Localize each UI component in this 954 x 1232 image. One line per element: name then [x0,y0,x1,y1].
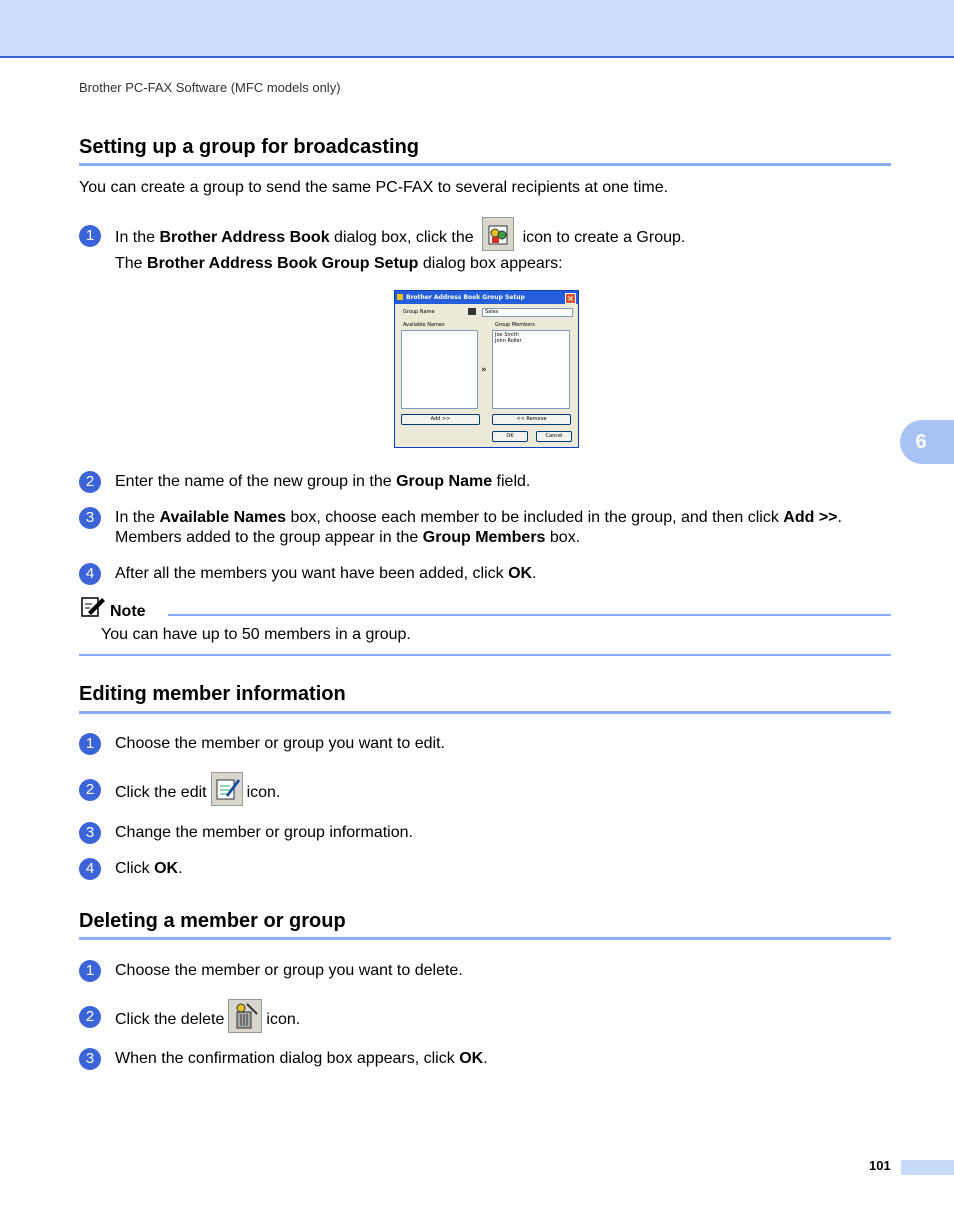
step-bold: Brother Address Book [159,229,330,247]
step-number: 4 [79,858,101,880]
footer-bar [901,1160,954,1175]
step-number: 2 [79,1006,101,1028]
step-text: . [178,860,183,877]
step-number: 1 [79,960,101,982]
note-label: Note [110,603,146,620]
close-icon[interactable]: × [565,293,576,304]
available-names-label: Available Names [403,322,445,328]
step-text: . [483,1050,488,1067]
section-rule [79,711,891,714]
step-text: Change the member or group information. [115,824,413,841]
available-names-list[interactable] [401,330,478,409]
note-bottom-rule [79,654,891,656]
step-number: 2 [79,471,101,493]
section-title-broadcast: Setting up a group for broadcasting [79,136,419,158]
note-text: You can have up to 50 members in a group. [101,626,411,643]
group-members-list[interactable] [492,330,570,409]
step-text: In the [115,509,160,526]
step-text: Choose the member or group you want to delete. [115,962,463,979]
list-item[interactable]: John Roller [495,338,522,344]
step-text: dialog box appears: [418,255,563,272]
list-item[interactable]: Joe Smith [495,332,519,338]
section-title-editing: Editing member information [79,683,346,705]
running-head: Brother PC-FAX Software (MFC models only) [79,80,341,95]
intro-paragraph: You can create a group to send the same PC-FAX to several recipients at one time. [79,179,669,196]
step-text: icon. [266,1011,301,1029]
step-text: Click [115,860,155,877]
step-text: Click the edit [115,784,207,802]
group-name-label: Group Name [403,309,435,315]
step-number: 3 [79,507,101,529]
step-bold: Group Members [422,529,546,546]
edit-icon [211,772,243,806]
step-text: In the [115,229,160,247]
step-text: box. [545,529,581,546]
step-text: icon. [246,784,281,802]
step-number: 4 [79,563,101,585]
step-number: 1 [79,733,101,755]
step-text: . [532,565,537,582]
header-band [0,0,954,58]
dialog-title: Brother Address Book Group Setup [406,294,525,301]
remove-button[interactable]: << Remove [492,414,571,425]
step-bold: OK [154,860,179,877]
step-text: . [837,509,842,526]
step-text: field. [492,473,531,490]
add-button[interactable]: Add >> [401,414,480,425]
delete-icon [228,999,262,1033]
step-bold: Add >> [783,509,838,526]
group-add-icon [482,217,514,251]
step-bold: Brother Address Book Group Setup [147,255,419,272]
section-title-deleting: Deleting a member or group [79,910,346,932]
cancel-button[interactable]: Cancel [536,431,572,442]
step-number: 3 [79,1048,101,1070]
step-text: Choose the member or group you want to edit. [115,735,445,752]
step-text: box, choose each member to be included in the group, and then click [286,509,784,526]
step-text: The [115,255,148,272]
group-members-label: Group Members [495,322,535,328]
move-arrow: » [481,365,487,375]
step-text: Click the delete [115,1011,225,1029]
step-text: icon to create a Group. [518,229,686,247]
group-icon [468,308,476,315]
group-setup-dialog [394,290,579,448]
chapter-number: 6 [915,431,927,453]
step-text: Enter the name of the new group in the [115,473,397,490]
page-number: 101 [869,1158,891,1173]
chapter-tab [900,420,954,464]
note-top-rule [168,614,891,616]
step-text: After all the members you want have been added, click [115,565,509,582]
ok-button[interactable]: OK [492,431,528,442]
step-bold: Available Names [159,509,287,526]
step-number: 1 [79,225,101,247]
step-bold: OK [508,565,533,582]
dialog-titlebar [395,291,578,304]
step-bold: Group Name [396,473,493,490]
section-rule [79,937,891,940]
step-bold: OK [459,1050,484,1067]
group-name-input[interactable]: Sales [482,308,573,317]
step-number: 2 [79,779,101,801]
step-text: Members added to the group appear in the [115,529,423,546]
section-rule [79,163,891,166]
step-text: When the confirmation dialog box appears, click [115,1050,460,1067]
step-text: dialog box, click the [329,229,479,247]
note-pencil-icon [80,596,106,618]
step-number: 3 [79,822,101,844]
